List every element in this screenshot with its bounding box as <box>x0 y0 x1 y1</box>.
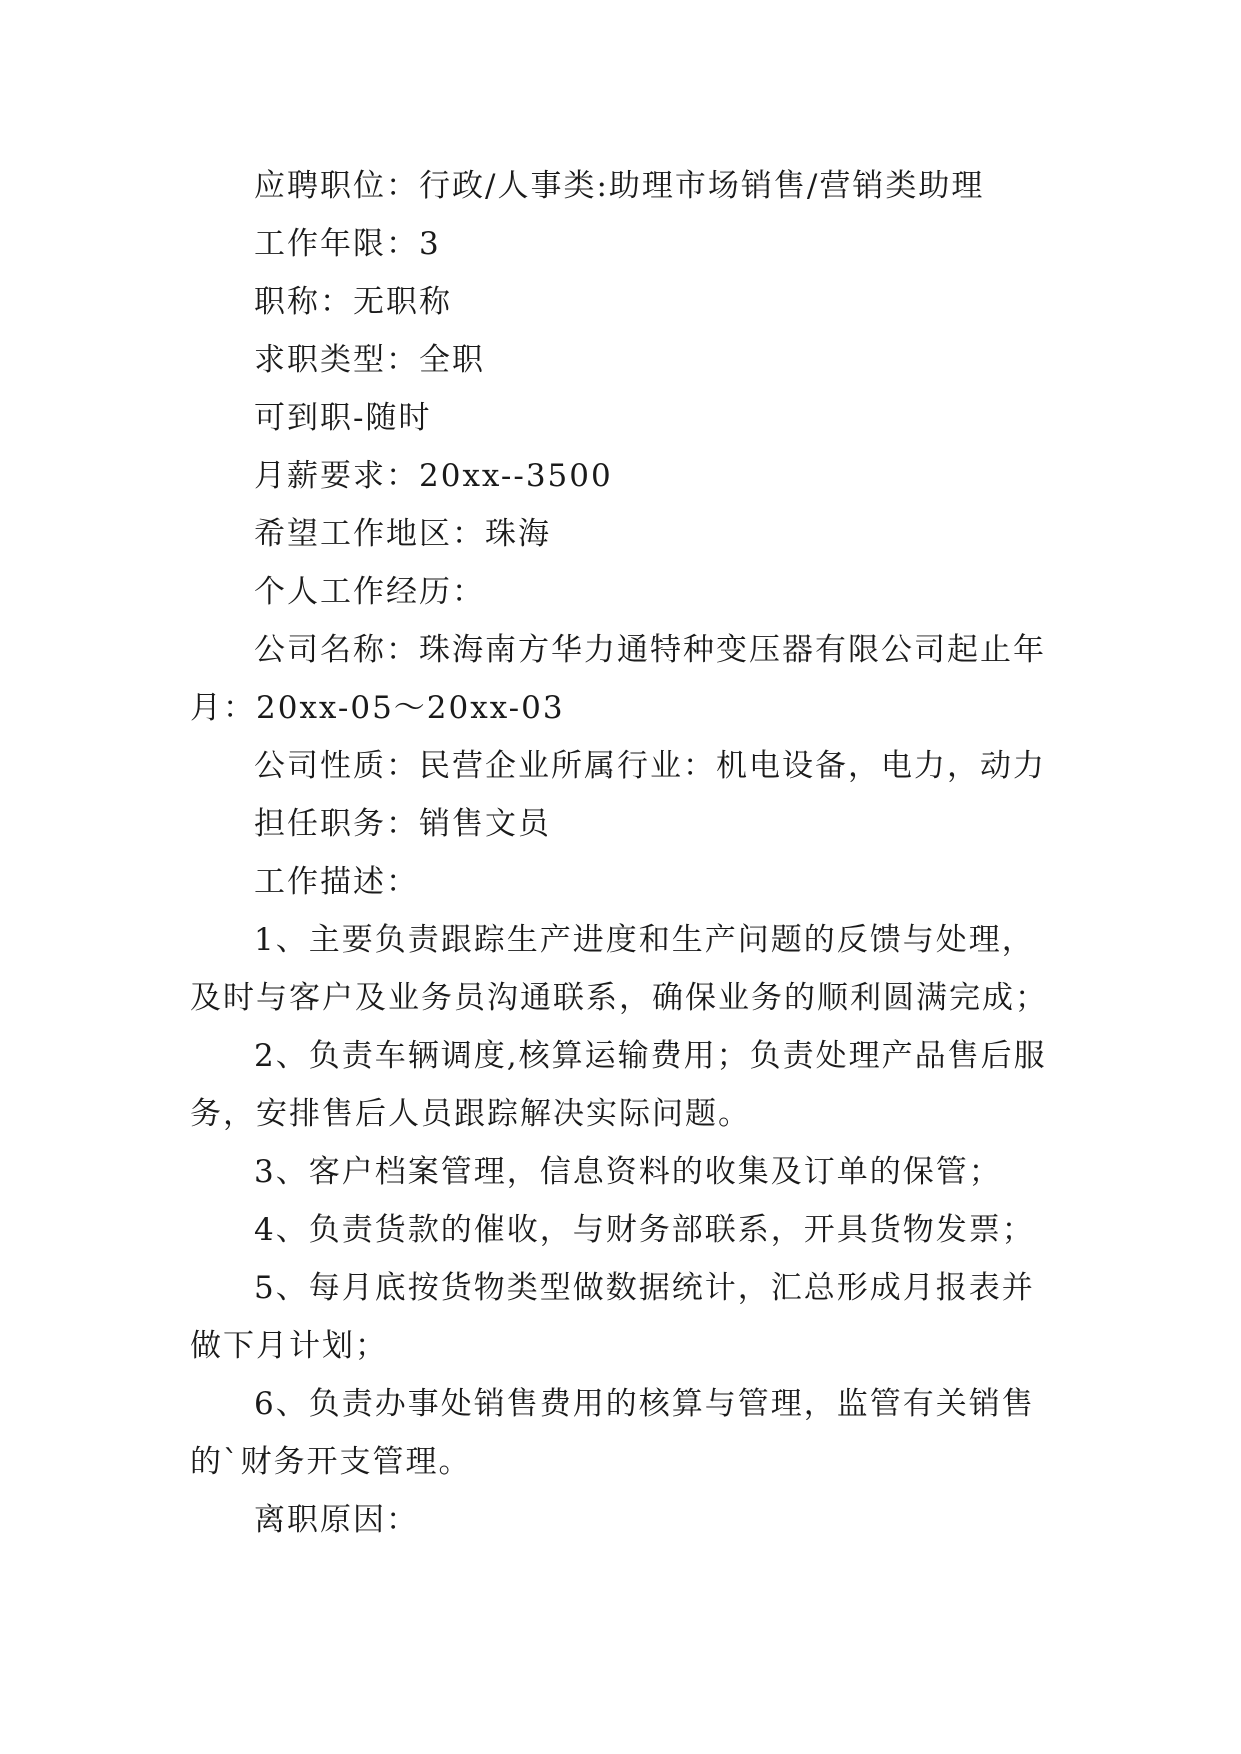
paragraph-duty-5: 5、每月底按货物类型做数据统计，汇总形成月报表并做下月计划； <box>190 1270 1035 1364</box>
paragraph-work-years: 工作年限：3 <box>254 226 441 262</box>
paragraph-duty-2: 2、负责车辆调度,核算运输费用；负责处理产品售后服务，安排售后人员跟踪解决实际问题。 <box>190 1038 1047 1132</box>
paragraph-duty-6: 6、负责办事处销售费用的核算与管理，监管有关销售的`财务开支管理。 <box>190 1386 1035 1480</box>
paragraph-job-type: 求职类型：全职 <box>254 342 485 378</box>
paragraph-duty-3: 3、客户档案管理，信息资料的收集及订单的保管； <box>254 1154 1002 1190</box>
paragraph-duty-1: 1、主要负责跟踪生产进度和生产问题的反馈与处理，及时与客户及业务员沟通联系，确保业务的顺利圆满完成； <box>190 922 1048 1016</box>
paragraph-title: 职称：无职称 <box>254 284 452 320</box>
paragraph-location: 希望工作地区：珠海 <box>254 516 551 552</box>
paragraph-duty-4: 4、负责货款的催收，与财务部联系，开具货物发票； <box>254 1212 1035 1248</box>
paragraph-company-name: 公司名称：珠海南方华力通特种变压器有限公司起止年月：20xx-05～20xx-03 <box>190 632 1046 726</box>
paragraph-leaving-reason: 离职原因： <box>254 1502 419 1538</box>
document-body <box>190 157 1050 1549</box>
paragraph-salary: 月薪要求：20xx--3500 <box>254 458 613 494</box>
paragraph-description-heading: 工作描述： <box>254 864 419 900</box>
paragraph-company-nature: 公司性质：民营企业所属行业：机电设备，电力，动力 <box>254 748 1046 784</box>
paragraph-availability: 可到职-随时 <box>254 400 432 436</box>
paragraph-role: 担任职务：销售文员 <box>254 806 551 842</box>
paragraph-experience-heading: 个人工作经历： <box>254 574 485 610</box>
paragraph-position-applied: 应聘职位：行政/人事类:助理市场销售/营销类助理 <box>254 168 985 204</box>
